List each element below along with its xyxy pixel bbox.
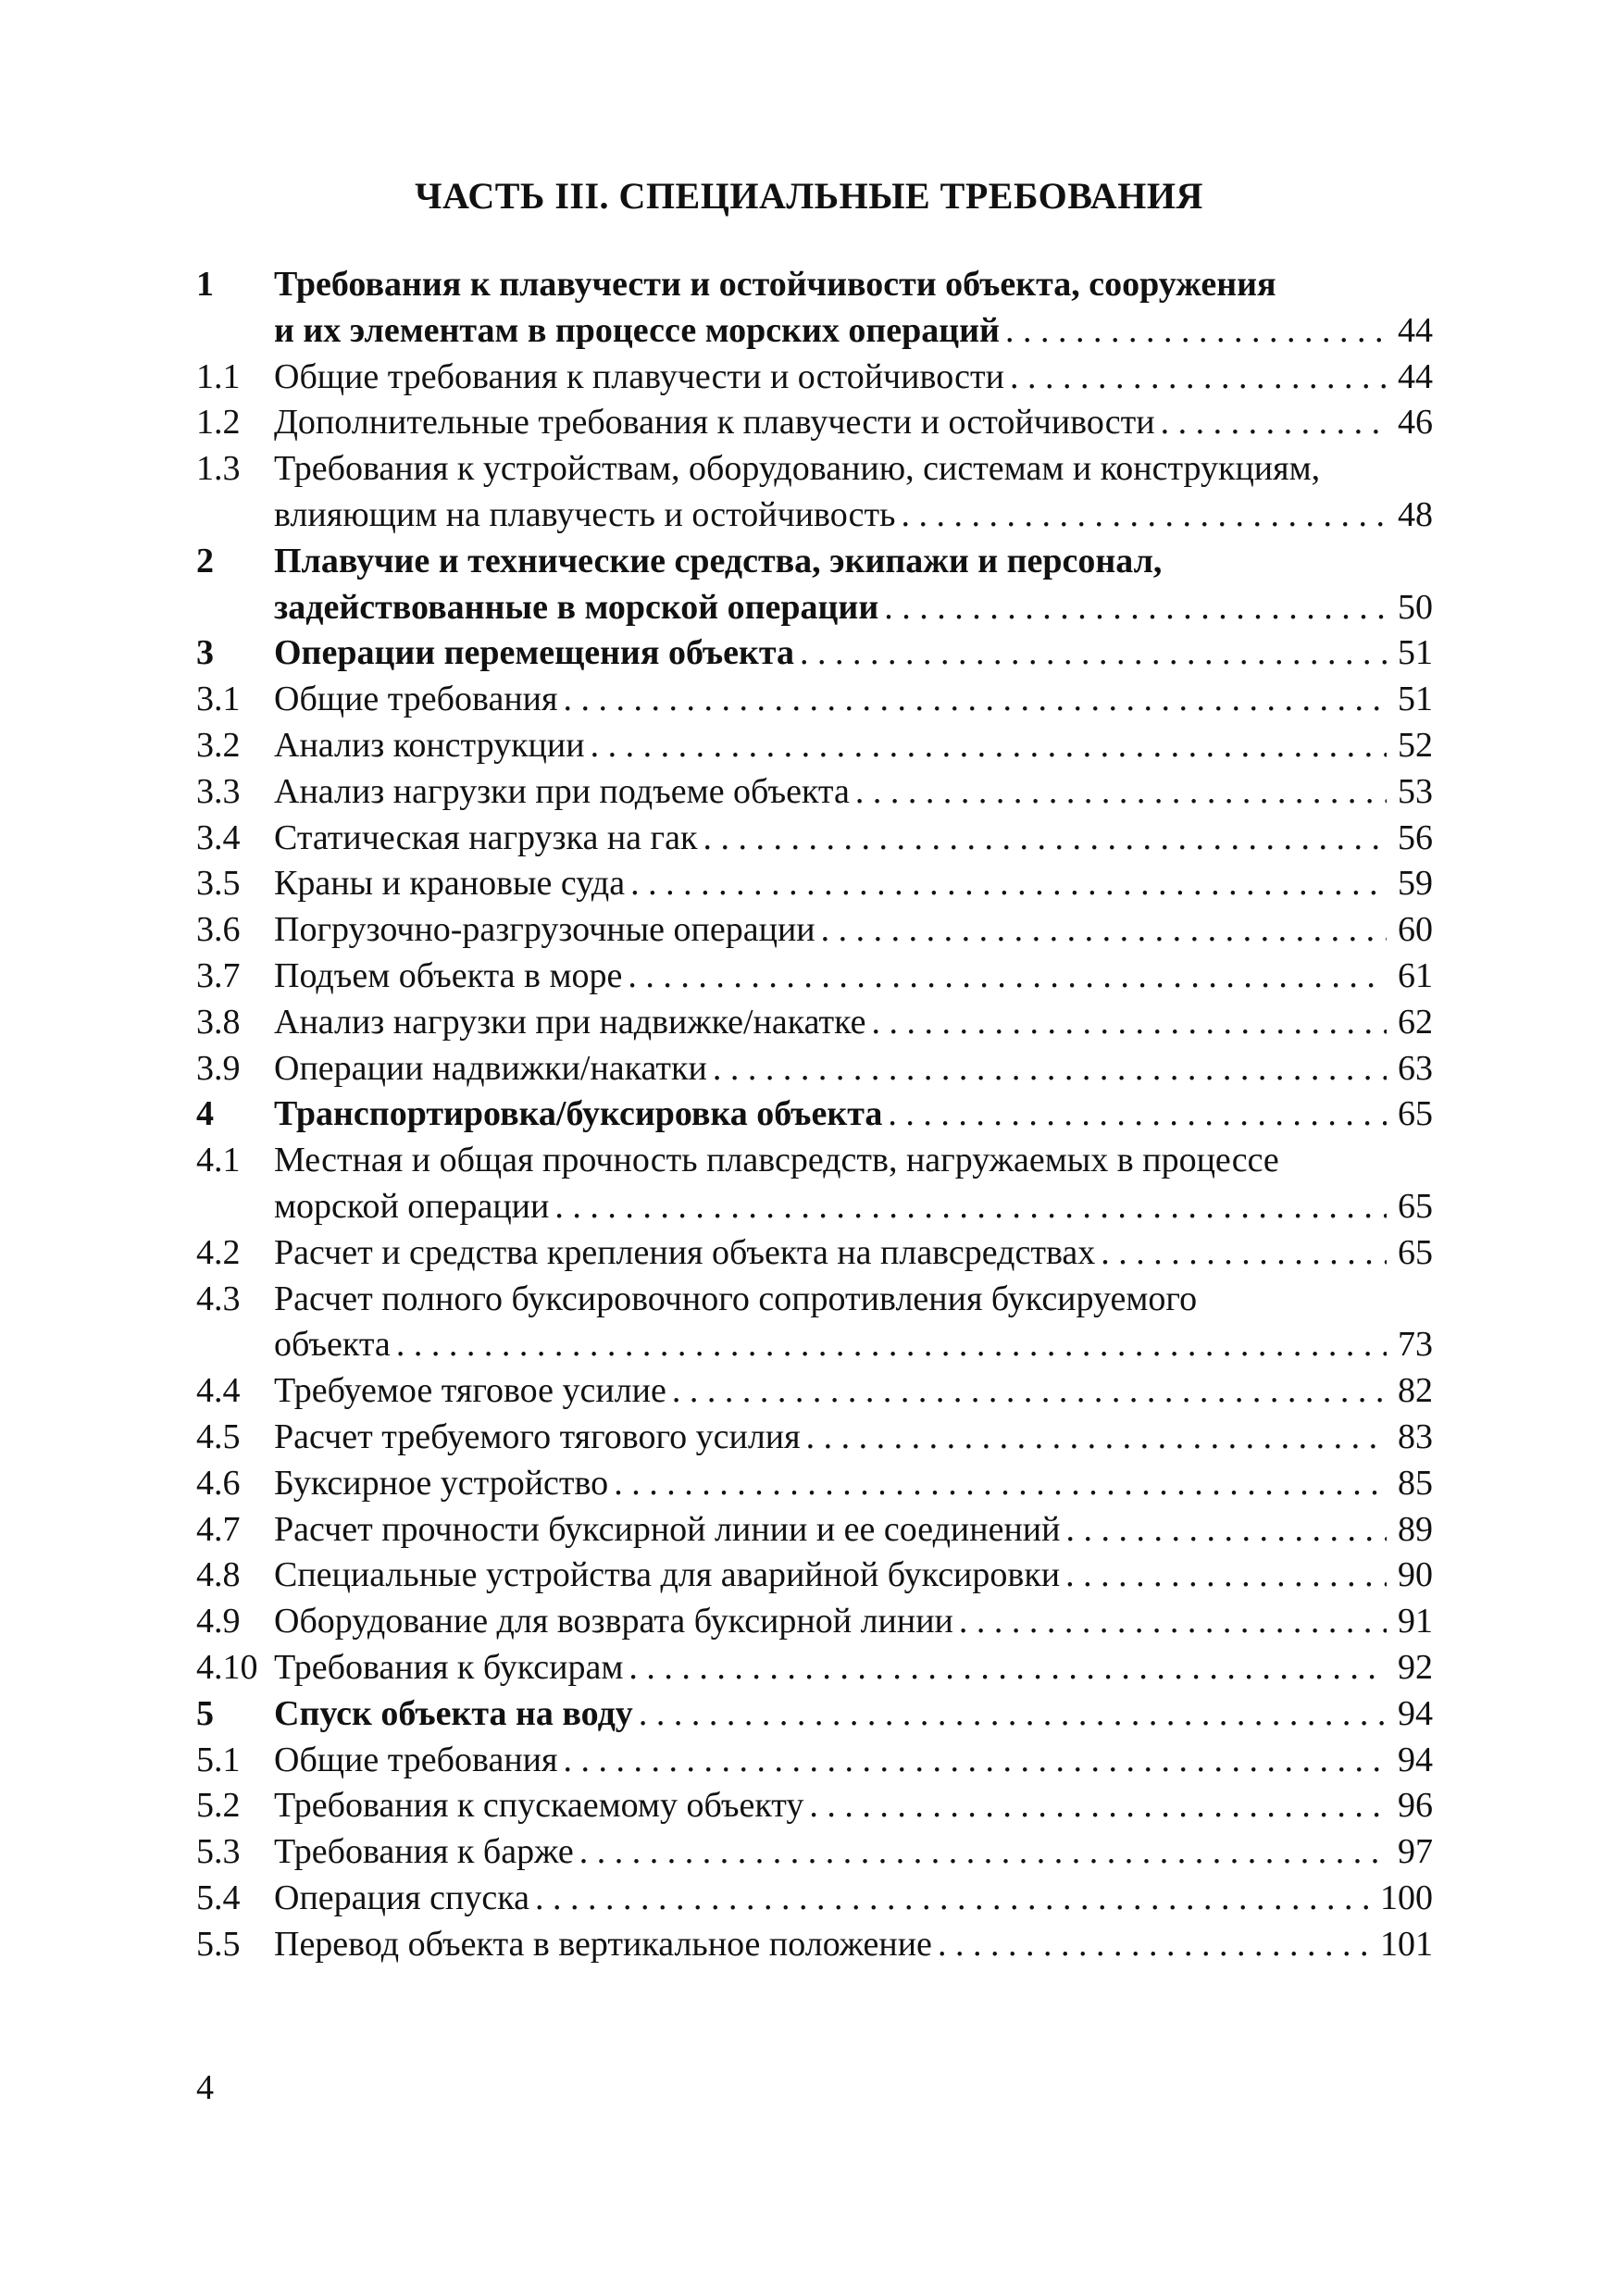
toc-leader-dots xyxy=(850,769,1387,816)
toc-entry xyxy=(196,355,1433,401)
toc-entry xyxy=(196,446,1433,493)
toc-entry xyxy=(196,816,1433,862)
toc-entry-number: 5.1 xyxy=(196,1740,241,1779)
toc-entry-number: 1.2 xyxy=(196,403,241,443)
toc-leader-dots xyxy=(557,677,1387,723)
toc-entry xyxy=(196,400,1433,446)
toc-leader-dots xyxy=(1060,1507,1387,1554)
toc-entry-page: 83 xyxy=(1398,1416,1433,1456)
toc-entry-body xyxy=(274,355,1433,401)
toc-entry-number: 2 xyxy=(196,541,214,580)
toc-entry xyxy=(196,493,1433,539)
toc-entry-body xyxy=(274,1507,1433,1554)
toc-entry-page: 46 xyxy=(1398,403,1433,443)
toc-entry-body xyxy=(274,1046,1433,1092)
toc-entry xyxy=(196,1691,1433,1738)
toc-entry-title: Общие требования к плавучести и остойчивости xyxy=(274,356,1004,396)
toc-entry-body xyxy=(274,1368,1433,1415)
toc-entry-number: 4.9 xyxy=(196,1602,241,1641)
toc-entry-title: Требования к устройствам, оборудованию, системам и конструкциям, xyxy=(274,449,1321,489)
toc-leader-dots xyxy=(585,723,1387,769)
toc-entry xyxy=(196,1922,1433,1968)
toc-entry-page: 65 xyxy=(1398,1186,1433,1226)
toc-entry-title: Оборудование для возврата буксирной линии xyxy=(274,1602,953,1641)
toc-entry-page: 85 xyxy=(1398,1463,1433,1503)
toc-leader-dots xyxy=(1095,1230,1387,1277)
toc-entry xyxy=(196,954,1433,1000)
toc-entry-number: 4.8 xyxy=(196,1555,241,1595)
toc-entry-page: 60 xyxy=(1398,910,1433,950)
toc-entry-number: 4 xyxy=(196,1094,214,1134)
toc-leader-dots xyxy=(815,907,1387,954)
toc-entry-page: 56 xyxy=(1398,817,1433,857)
toc-entry-page: 101 xyxy=(1380,1924,1433,1964)
toc-entry xyxy=(196,1783,1433,1829)
toc-entry-title: и их элементам в процессе морских операций xyxy=(274,310,1000,350)
toc-entry-title: Плавучие и технические средства, экипажи и персонал, xyxy=(274,541,1163,580)
toc-entry xyxy=(196,1553,1433,1599)
toc-entry-number: 4.3 xyxy=(196,1279,241,1318)
toc-entry-page: 51 xyxy=(1398,680,1433,719)
toc-entry-title: Подъем объекта в море xyxy=(274,955,623,995)
toc-entry-page: 92 xyxy=(1398,1647,1433,1687)
part-title: ЧАСТЬ III. СПЕЦИАЛЬНЫЕ ТРЕБОВАНИЯ xyxy=(415,175,1203,217)
toc-entry-body xyxy=(274,1277,1433,1323)
toc-entry-page: 65 xyxy=(1398,1094,1433,1134)
toc-entry-body xyxy=(274,1599,1433,1645)
toc-entry-title: Операция спуска xyxy=(274,1878,529,1917)
toc-entry-number: 4.4 xyxy=(196,1371,241,1411)
toc-entry xyxy=(196,1415,1433,1461)
toc-entry-title: Специальные устройства для аварийной буксировки xyxy=(274,1555,1061,1595)
toc-entry-page: 63 xyxy=(1398,1048,1433,1088)
toc-entry xyxy=(196,262,1433,308)
toc-entry-title: Требования к барже xyxy=(274,1832,574,1872)
toc-leader-dots xyxy=(608,1461,1387,1507)
toc-entry-page: 94 xyxy=(1398,1740,1433,1779)
toc-entry-title: Требования к спускаемому объекту xyxy=(274,1786,804,1826)
toc-entry-number: 4.2 xyxy=(196,1232,241,1272)
toc-entry-page: 62 xyxy=(1398,1002,1433,1042)
toc-entry-number: 4.6 xyxy=(196,1463,241,1503)
toc-entry-title: Дополнительные требования к плавучести и остойчивости xyxy=(274,403,1155,443)
toc-leader-dots xyxy=(882,1092,1387,1138)
toc-entry-title: Анализ конструкции xyxy=(274,725,585,765)
page-number: 4 xyxy=(196,2068,214,2107)
toc-entry-body xyxy=(274,539,1433,585)
toc-entry-body xyxy=(274,446,1433,493)
toc-entry-title: Перевод объекта в вертикальное положение xyxy=(274,1924,932,1964)
toc-leader-dots xyxy=(574,1829,1387,1876)
toc-entry-body xyxy=(274,1783,1433,1829)
toc-entry-body xyxy=(274,1184,1433,1230)
toc-leader-dots xyxy=(953,1599,1387,1645)
toc-entry-title: Краны и крановые суда xyxy=(274,864,626,904)
toc-entry-number: 4.7 xyxy=(196,1509,241,1549)
toc-entry-body xyxy=(274,400,1433,446)
toc-entry xyxy=(196,1738,1433,1784)
toc-entry-body xyxy=(274,1461,1433,1507)
toc-entry-body xyxy=(274,907,1433,954)
toc-entry-page: 91 xyxy=(1398,1602,1433,1641)
toc-entry-body xyxy=(274,493,1433,539)
toc-leader-dots xyxy=(1060,1553,1387,1599)
toc-entry-page: 100 xyxy=(1380,1878,1433,1917)
toc-entry-title: Требуемое тяговое усилие xyxy=(274,1371,666,1411)
toc-entry xyxy=(196,861,1433,907)
toc-entry-title: Операции надвижки/накатки xyxy=(274,1048,707,1088)
toc-entry xyxy=(196,1645,1433,1691)
toc-entry xyxy=(196,1230,1433,1277)
toc-leader-dots xyxy=(391,1322,1387,1368)
toc-leader-dots xyxy=(633,1691,1387,1738)
toc-entry xyxy=(196,907,1433,954)
toc-entry xyxy=(196,769,1433,816)
toc-entry-number: 3.1 xyxy=(196,680,241,719)
toc-entry-title: Транспортировка/буксировка объекта xyxy=(274,1094,883,1134)
toc-entry-number: 1.1 xyxy=(196,356,241,396)
toc-entry-number: 3.8 xyxy=(196,1002,241,1042)
toc-leader-dots xyxy=(866,1000,1387,1046)
toc-entry-title: Требования к буксирам xyxy=(274,1647,624,1687)
toc-entry-body xyxy=(274,630,1433,677)
toc-entry-title: задействованные в морской операции xyxy=(274,587,879,627)
toc-entry-title: Общие требования xyxy=(274,680,558,719)
toc-entry-body xyxy=(274,1000,1433,1046)
toc-entry-title: объекта xyxy=(274,1325,391,1365)
table-of-contents xyxy=(196,262,1433,1967)
toc-entry-title: Погрузочно-разгрузочные операции xyxy=(274,910,815,950)
toc-entry xyxy=(196,1138,1433,1184)
toc-entry-body xyxy=(274,723,1433,769)
toc-entry-page: 50 xyxy=(1398,587,1433,627)
toc-leader-dots xyxy=(1155,400,1387,446)
toc-entry-number: 5.4 xyxy=(196,1878,241,1917)
toc-entry-number: 3.2 xyxy=(196,725,241,765)
toc-entry-body xyxy=(274,1092,1433,1138)
toc-entry xyxy=(196,1184,1433,1230)
toc-entry-body xyxy=(274,1645,1433,1691)
toc-entry-page: 97 xyxy=(1398,1832,1433,1872)
toc-entry xyxy=(196,308,1433,355)
toc-leader-dots xyxy=(895,493,1387,539)
toc-entry-page: 65 xyxy=(1398,1232,1433,1272)
toc-entry-number: 3 xyxy=(196,633,214,673)
toc-entry-number: 5.5 xyxy=(196,1924,241,1964)
toc-entry-body xyxy=(274,1876,1433,1922)
toc-entry xyxy=(196,1507,1433,1554)
toc-entry xyxy=(196,585,1433,631)
toc-entry-body xyxy=(274,585,1433,631)
toc-entry-body xyxy=(274,1738,1433,1784)
toc-entry-title: Операции перемещения объекта xyxy=(274,633,795,673)
toc-entry-page: 89 xyxy=(1398,1509,1433,1549)
toc-entry xyxy=(196,1000,1433,1046)
toc-entry-number: 1 xyxy=(196,265,214,304)
toc-leader-dots xyxy=(707,1046,1387,1092)
toc-entry-page: 90 xyxy=(1398,1555,1433,1595)
toc-entry-page: 96 xyxy=(1398,1786,1433,1826)
toc-entry-page: 53 xyxy=(1398,771,1433,811)
toc-entry xyxy=(196,1829,1433,1876)
toc-entry-body xyxy=(274,1829,1433,1876)
toc-entry-page: 73 xyxy=(1398,1325,1433,1365)
toc-leader-dots xyxy=(529,1876,1369,1922)
toc-entry xyxy=(196,630,1433,677)
toc-entry-body xyxy=(274,1691,1433,1738)
toc-entry-page: 82 xyxy=(1398,1371,1433,1411)
toc-leader-dots xyxy=(697,816,1387,862)
toc-entry-body xyxy=(274,1322,1433,1368)
toc-entry-page: 94 xyxy=(1398,1693,1433,1733)
toc-entry xyxy=(196,1322,1433,1368)
toc-entry-body xyxy=(274,1415,1433,1461)
toc-entry-body xyxy=(274,861,1433,907)
toc-entry-title: Расчет и средства крепления объекта на плавсредствах xyxy=(274,1232,1096,1272)
toc-entry-body xyxy=(274,1230,1433,1277)
toc-entry-page: 59 xyxy=(1398,864,1433,904)
toc-entry-body xyxy=(274,954,1433,1000)
toc-entry-body xyxy=(274,308,1433,355)
toc-entry-title: Спуск объекта на воду xyxy=(274,1693,633,1733)
toc-leader-dots xyxy=(622,954,1387,1000)
toc-leader-dots xyxy=(557,1738,1387,1784)
toc-entry-number: 1.3 xyxy=(196,449,241,489)
toc-entry-page: 44 xyxy=(1398,310,1433,350)
toc-entry-title: морской операции xyxy=(274,1186,550,1226)
toc-leader-dots xyxy=(666,1368,1387,1415)
toc-leader-dots xyxy=(623,1645,1387,1691)
toc-leader-dots xyxy=(794,630,1387,677)
toc-entry-page: 48 xyxy=(1398,494,1433,534)
toc-entry-title: Расчет требуемого тягового усилия xyxy=(274,1416,801,1456)
toc-entry xyxy=(196,723,1433,769)
toc-entry-number: 4.10 xyxy=(196,1647,258,1687)
toc-entry-number: 5.2 xyxy=(196,1786,241,1826)
toc-entry-body xyxy=(274,262,1433,308)
toc-entry-body xyxy=(274,769,1433,816)
toc-entry xyxy=(196,1046,1433,1092)
toc-leader-dots xyxy=(549,1184,1387,1230)
toc-entry xyxy=(196,1876,1433,1922)
toc-leader-dots xyxy=(1000,308,1387,355)
toc-leader-dots xyxy=(1004,355,1387,401)
toc-entry-number: 3.9 xyxy=(196,1048,241,1088)
toc-leader-dots xyxy=(932,1922,1369,1968)
toc-entry-number: 3.3 xyxy=(196,771,241,811)
toc-entry-body xyxy=(274,677,1433,723)
toc-entry-title: Анализ нагрузки при подъеме объекта xyxy=(274,771,850,811)
toc-entry-page: 51 xyxy=(1398,633,1433,673)
toc-entry xyxy=(196,1092,1433,1138)
toc-entry xyxy=(196,1277,1433,1323)
toc-entry-page: 61 xyxy=(1398,955,1433,995)
toc-entry-page: 44 xyxy=(1398,356,1433,396)
toc-entry-title: Местная и общая прочность плавсредств, нагружаемых в процессе xyxy=(274,1141,1279,1180)
toc-entry-number: 3.6 xyxy=(196,910,241,950)
toc-entry-title: Требования к плавучести и остойчивости объекта, сооружения xyxy=(274,265,1276,304)
toc-entry xyxy=(196,677,1433,723)
toc-entry-body xyxy=(274,1553,1433,1599)
toc-entry-number: 3.5 xyxy=(196,864,241,904)
toc-leader-dots xyxy=(801,1415,1387,1461)
toc-entry xyxy=(196,1368,1433,1415)
toc-leader-dots xyxy=(625,861,1387,907)
toc-entry-page: 52 xyxy=(1398,725,1433,765)
toc-entry-body xyxy=(274,816,1433,862)
toc-entry-title: Статическая нагрузка на гак xyxy=(274,817,698,857)
toc-entry-title: влияющим на плавучесть и остойчивость xyxy=(274,494,896,534)
toc-entry-title: Буксирное устройство xyxy=(274,1463,609,1503)
toc-entry xyxy=(196,1599,1433,1645)
toc-entry xyxy=(196,539,1433,585)
toc-entry xyxy=(196,1461,1433,1507)
toc-entry-title: Расчет прочности буксирной линии и ее соединений xyxy=(274,1509,1061,1549)
toc-entry-number: 4.1 xyxy=(196,1141,241,1180)
toc-entry-body xyxy=(274,1922,1433,1968)
toc-entry-number: 5.3 xyxy=(196,1832,241,1872)
toc-entry-number: 3.4 xyxy=(196,817,241,857)
toc-entry-number: 3.7 xyxy=(196,955,241,995)
toc-leader-dots xyxy=(803,1783,1387,1829)
toc-entry-title: Расчет полного буксировочного сопротивления буксируемого xyxy=(274,1279,1198,1318)
toc-entry-title: Общие требования xyxy=(274,1740,558,1779)
toc-entry-body xyxy=(274,1138,1433,1184)
toc-entry-title: Анализ нагрузки при надвижке/накатке xyxy=(274,1002,866,1042)
toc-entry-number: 5 xyxy=(196,1693,214,1733)
toc-entry-number: 4.5 xyxy=(196,1416,241,1456)
toc-leader-dots xyxy=(878,585,1387,631)
